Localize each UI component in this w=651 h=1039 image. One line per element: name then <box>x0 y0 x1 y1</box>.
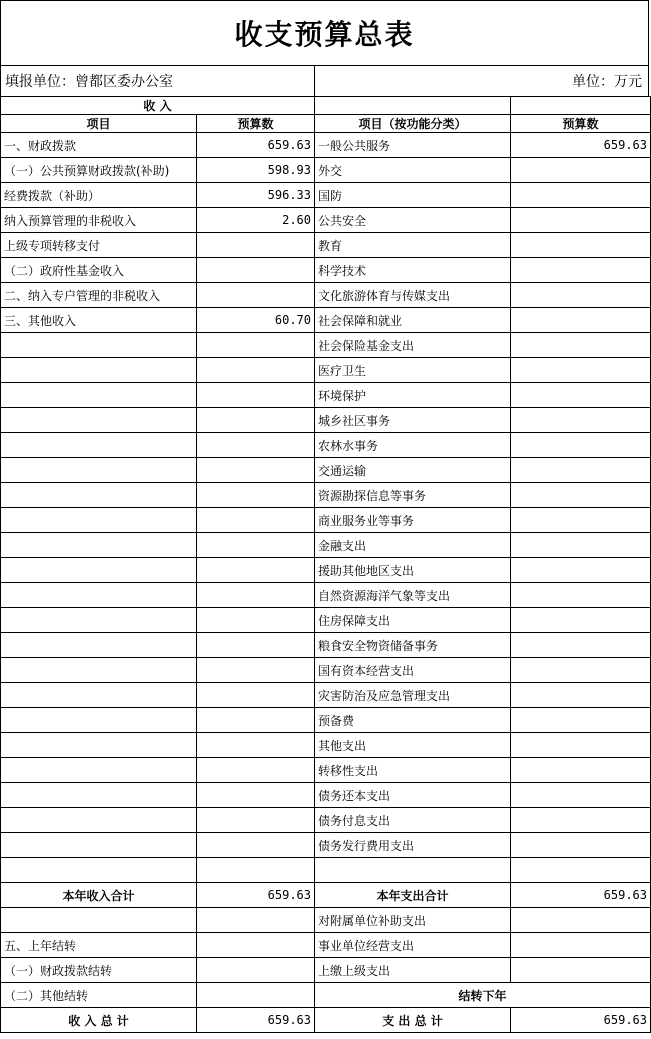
table-row <box>1 583 651 608</box>
income-item <box>1 433 197 458</box>
table-row <box>1 258 651 283</box>
expense-amount <box>511 733 651 758</box>
expense-item: 灾害防治及应急管理支出 <box>315 683 511 708</box>
income-item <box>1 483 197 508</box>
grand-expense-value: 659.63 <box>511 1008 651 1033</box>
expense-item: 债务付息支出 <box>315 808 511 833</box>
expense-amount <box>511 783 651 808</box>
income-amount <box>197 558 315 583</box>
table-row <box>1 558 651 583</box>
income-item <box>1 608 197 633</box>
income-item <box>1 733 197 758</box>
expense-amount <box>511 483 651 508</box>
expense-item: 社会保险基金支出 <box>315 333 511 358</box>
income-amount <box>197 683 315 708</box>
grand-income-label: 收 入 总 计 <box>1 1008 197 1033</box>
expense-item: 对附属单位补助支出 <box>315 908 511 933</box>
expense-amount <box>511 958 651 983</box>
expense-item: 金融支出 <box>315 533 511 558</box>
expense-item: 上缴上级支出 <box>315 958 511 983</box>
expense-amount <box>511 433 651 458</box>
section-blank <box>315 97 511 115</box>
income-item: （二）政府性基金收入 <box>1 258 197 283</box>
income-total-label: 本年收入合计 <box>1 883 197 908</box>
income-amount <box>197 808 315 833</box>
expense-amount <box>511 758 651 783</box>
income-amount <box>197 333 315 358</box>
expense-amount <box>511 833 651 858</box>
income-amount <box>197 483 315 508</box>
expense-amount <box>511 283 651 308</box>
table-row <box>1 758 651 783</box>
section-blank <box>511 97 651 115</box>
expense-item: 文化旅游体育与传媒支出 <box>315 283 511 308</box>
income-item <box>1 858 197 883</box>
income-item: （一）公共预算财政拨款(补助) <box>1 158 197 183</box>
expense-item: 城乡社区事务 <box>315 408 511 433</box>
expense-amount <box>511 908 651 933</box>
expense-amount <box>511 633 651 658</box>
expense-item: 援助其他地区支出 <box>315 558 511 583</box>
income-amount <box>197 633 315 658</box>
table-row <box>1 958 651 983</box>
income-amount <box>197 433 315 458</box>
expense-item: 国防 <box>315 183 511 208</box>
table-row <box>1 333 651 358</box>
expense-item: 事业单位经营支出 <box>315 933 511 958</box>
expense-total-label: 本年支出合计 <box>315 883 511 908</box>
table-row <box>1 783 651 808</box>
expense-item: 国有资本经营支出 <box>315 658 511 683</box>
table-row <box>1 233 651 258</box>
expense-amount <box>511 533 651 558</box>
expense-item <box>315 858 511 883</box>
income-amount <box>197 583 315 608</box>
income-amount <box>197 758 315 783</box>
income-item: 五、上年结转 <box>1 933 197 958</box>
total-row <box>1 883 651 908</box>
table-row <box>1 133 651 158</box>
income-item: 上级专项转移支付 <box>1 233 197 258</box>
table-row <box>1 633 651 658</box>
section-row <box>1 97 651 115</box>
income-amount <box>197 908 315 933</box>
table-row <box>1 508 651 533</box>
expense-item: 资源勘探信息等事务 <box>315 483 511 508</box>
income-amount <box>197 983 315 1008</box>
expense-item: 科学技术 <box>315 258 511 283</box>
expense-amount <box>511 158 651 183</box>
income-amount <box>197 858 315 883</box>
income-amount <box>197 933 315 958</box>
income-amount <box>197 458 315 483</box>
expense-item: 外交 <box>315 158 511 183</box>
income-amount <box>197 833 315 858</box>
income-item <box>1 508 197 533</box>
header-row <box>1 115 651 133</box>
header-left-item: 项目 <box>1 115 197 133</box>
table-row <box>1 733 651 758</box>
expense-amount <box>511 308 651 333</box>
income-amount <box>197 508 315 533</box>
table-row <box>1 983 651 1008</box>
table-row <box>1 658 651 683</box>
grand-total-row <box>1 1008 651 1033</box>
income-item <box>1 583 197 608</box>
expense-item: 社会保障和就业 <box>315 308 511 333</box>
expense-item: 商业服务业等事务 <box>315 508 511 533</box>
income-amount <box>197 408 315 433</box>
income-amount: 659.63 <box>197 133 315 158</box>
income-amount: 60.70 <box>197 308 315 333</box>
table-row <box>1 683 651 708</box>
table-row <box>1 483 651 508</box>
income-item <box>1 383 197 408</box>
expense-item: 债务还本支出 <box>315 783 511 808</box>
header-right-item: 项目（按功能分类） <box>315 115 511 133</box>
expense-item: 住房保障支出 <box>315 608 511 633</box>
income-item <box>1 758 197 783</box>
expense-amount <box>511 808 651 833</box>
expense-amount <box>511 608 651 633</box>
income-item <box>1 533 197 558</box>
grand-expense-label: 支 出 总 计 <box>315 1008 511 1033</box>
income-item: （二）其他结转 <box>1 983 197 1008</box>
income-item <box>1 558 197 583</box>
income-item: 纳入预算管理的非税收入 <box>1 208 197 233</box>
table-row <box>1 183 651 208</box>
income-item: 三、其他收入 <box>1 308 197 333</box>
income-amount <box>197 658 315 683</box>
income-item <box>1 708 197 733</box>
expense-item: 结转下年 <box>315 983 651 1008</box>
income-item <box>1 658 197 683</box>
income-item: 二、纳入专户管理的非税收入 <box>1 283 197 308</box>
table-row <box>1 933 651 958</box>
income-amount <box>197 358 315 383</box>
income-amount <box>197 233 315 258</box>
expense-item: 医疗卫生 <box>315 358 511 383</box>
expense-amount <box>511 933 651 958</box>
table-row <box>1 358 651 383</box>
expense-item: 转移性支出 <box>315 758 511 783</box>
reporting-unit: 填报单位：曾都区委办公室 <box>0 66 315 97</box>
expense-item: 预备费 <box>315 708 511 733</box>
income-item <box>1 833 197 858</box>
income-item: 一、财政拨款 <box>1 133 197 158</box>
expense-amount <box>511 383 651 408</box>
income-item <box>1 683 197 708</box>
expense-amount <box>511 708 651 733</box>
expense-amount <box>511 458 651 483</box>
expense-item: 其他支出 <box>315 733 511 758</box>
expense-total-value: 659.63 <box>511 883 651 908</box>
table-row <box>1 908 651 933</box>
income-amount <box>197 258 315 283</box>
unit-label: 单位：万元 <box>314 66 649 97</box>
income-item: 经费拨款（补助） <box>1 183 197 208</box>
expense-item: 环境保护 <box>315 383 511 408</box>
title-box <box>0 0 649 66</box>
expense-amount <box>511 208 651 233</box>
table-row <box>1 433 651 458</box>
expense-amount <box>511 583 651 608</box>
section-income: 收 入 <box>1 97 315 115</box>
table-row <box>1 708 651 733</box>
income-item <box>1 458 197 483</box>
table-row <box>1 833 651 858</box>
income-amount <box>197 533 315 558</box>
expense-item: 自然资源海洋气象等支出 <box>315 583 511 608</box>
table-row <box>1 458 651 483</box>
income-item <box>1 808 197 833</box>
grand-income-value: 659.63 <box>197 1008 315 1033</box>
income-amount <box>197 608 315 633</box>
expense-item: 债务发行费用支出 <box>315 833 511 858</box>
income-item: （一）财政拨款结转 <box>1 958 197 983</box>
header-right-amount: 预算数 <box>511 115 651 133</box>
table-row <box>1 608 651 633</box>
expense-amount <box>511 858 651 883</box>
expense-amount <box>511 333 651 358</box>
income-item <box>1 783 197 808</box>
expense-item: 粮食安全物资储备事务 <box>315 633 511 658</box>
expense-amount <box>511 233 651 258</box>
expense-amount <box>511 408 651 433</box>
header-left-amount: 预算数 <box>197 115 315 133</box>
income-item <box>1 908 197 933</box>
expense-amount: 659.63 <box>511 133 651 158</box>
expense-amount <box>511 183 651 208</box>
table-row <box>1 533 651 558</box>
expense-item: 公共安全 <box>315 208 511 233</box>
income-amount <box>197 283 315 308</box>
expense-item: 交通运输 <box>315 458 511 483</box>
page-title: 收支预算总表 <box>234 18 415 51</box>
table-row <box>1 383 651 408</box>
budget-table <box>0 96 651 1033</box>
expense-amount <box>511 508 651 533</box>
income-amount <box>197 733 315 758</box>
income-item <box>1 633 197 658</box>
table-row <box>1 283 651 308</box>
expense-amount <box>511 658 651 683</box>
table-row <box>1 158 651 183</box>
income-amount <box>197 383 315 408</box>
income-amount <box>197 958 315 983</box>
income-item <box>1 333 197 358</box>
expense-amount <box>511 358 651 383</box>
table-row <box>1 208 651 233</box>
income-amount <box>197 783 315 808</box>
table-row <box>1 858 651 883</box>
income-amount: 598.93 <box>197 158 315 183</box>
table-row <box>1 308 651 333</box>
expense-amount <box>511 558 651 583</box>
table-row <box>1 808 651 833</box>
expense-amount <box>511 683 651 708</box>
table-row <box>1 408 651 433</box>
income-amount <box>197 708 315 733</box>
expense-item: 一般公共服务 <box>315 133 511 158</box>
income-item <box>1 408 197 433</box>
expense-item: 农林水事务 <box>315 433 511 458</box>
income-amount: 2.60 <box>197 208 315 233</box>
expense-item: 教育 <box>315 233 511 258</box>
income-item <box>1 358 197 383</box>
expense-amount <box>511 258 651 283</box>
income-total-value: 659.63 <box>197 883 315 908</box>
income-amount: 596.33 <box>197 183 315 208</box>
